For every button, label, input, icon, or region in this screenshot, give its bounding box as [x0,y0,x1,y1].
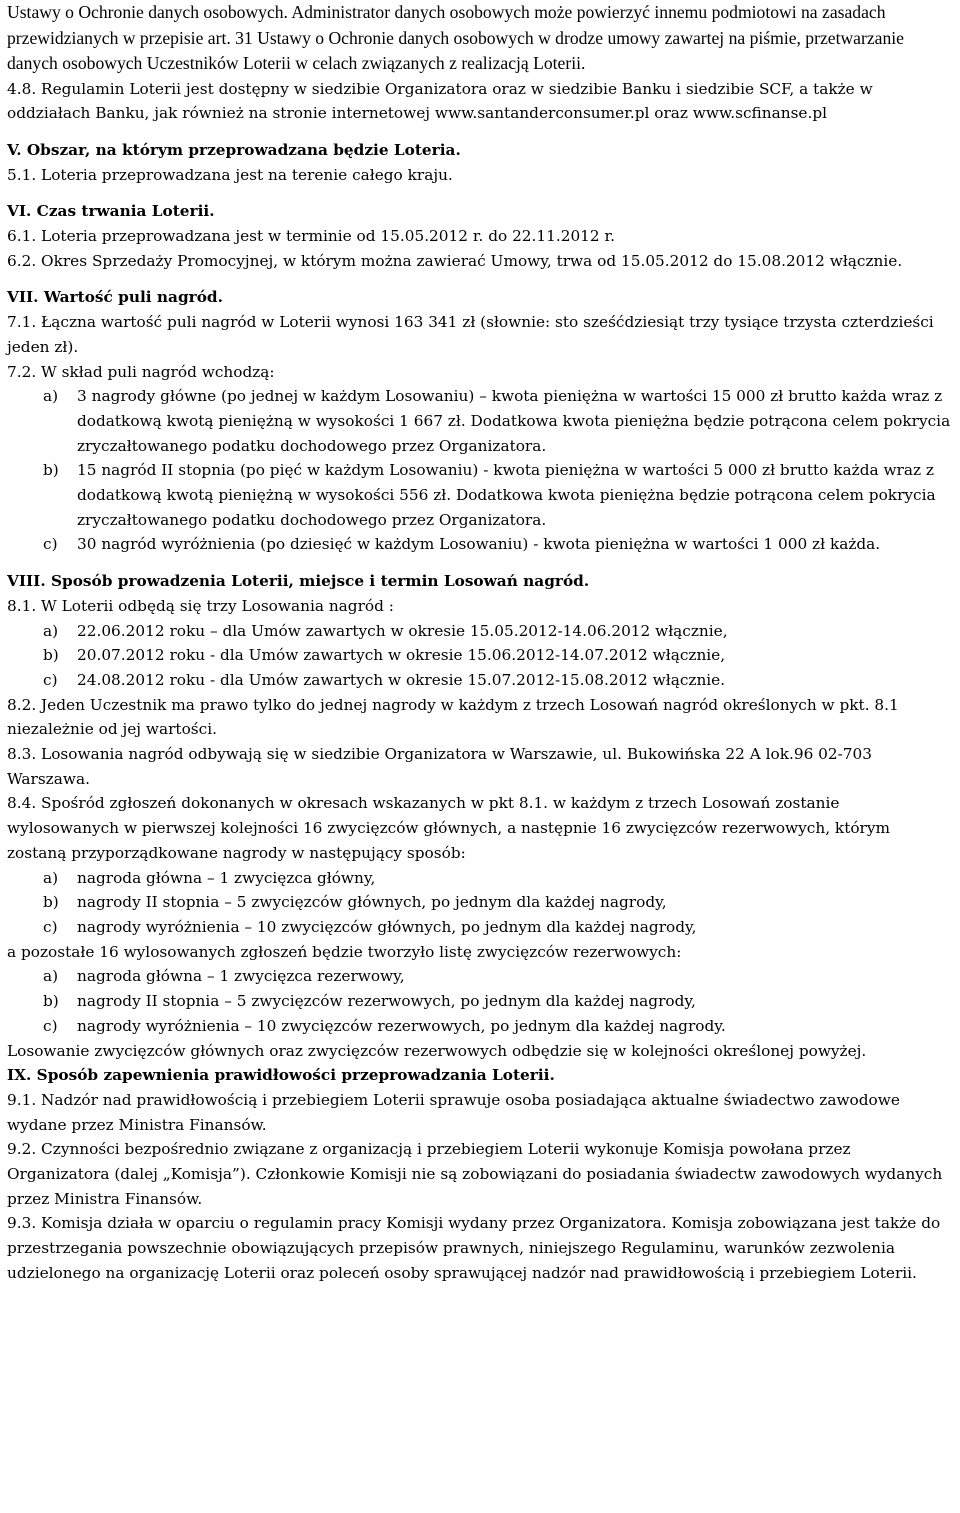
list-marker: b) [43,893,59,912]
list-item-text: 15 nagród II stopnia (po pięć w każdym Losowaniu) - kwota pieniężna w wartości 5 000 zł brutto każda wraz z dodatkową kwotą pieniężną w wysokości 556 zł. Dodatkowa kwota pieniężna będzie potrącona celem pokrycia zryczałtowanego podatku dochodowego przez Organizatora. [77,461,936,529]
section-6-heading: VI. Czas trwania Loterii. [7,202,215,221]
paragraph-8-2: 8.2. Jeden Uczestnik ma prawo tylko do jednej nagrody w każdym z trzech Losowań nagród określonych w pkt. 8.1 niezależnie od jej wartości. [7,695,899,739]
paragraph-5-1: 5.1. Loteria przeprowadzana jest na terenie całego kraju. [7,165,453,184]
list-item [7,989,954,1014]
paragraph-7-2: 7.2. W skład puli nagród wchodzą: [7,362,275,381]
list-item [7,643,954,668]
list-marker: c) [43,535,58,554]
list-item [7,915,954,940]
list-item-text: 22.06.2012 roku – dla Umów zawartych w okresie 15.05.2012-14.06.2012 włącznie, [77,621,728,640]
reserve-winners-list [7,964,954,1038]
list-item [7,532,954,557]
paragraph-6-2: 6.2. Okres Sprzedaży Promocyjnej, w którym można zawierać Umowy, trwa od 15.05.2012 do 15.08.2012 włącznie. [7,251,903,270]
paragraph-8-3: 8.3. Losowania nagród odbywają się w siedzibie Organizatora w Warszawie, ul. Bukowińska 22 A lok.96 02-703 Warszawa. [7,745,873,788]
list-marker: b) [43,646,59,665]
section-8-heading: VIII. Sposób prowadzenia Loterii, miejsce i termin Losowań nagród. [7,572,590,591]
list-item [7,964,954,989]
list-item-text: 20.07.2012 roku - dla Umów zawartych w okresie 15.06.2012-14.07.2012 włącznie, [77,646,726,665]
prize-pool-list [7,384,954,557]
list-item-text: nagrody II stopnia – 5 zwycięzców rezerwowych, po jednym dla każdej nagrody, [77,992,696,1011]
list-marker: b) [43,992,59,1011]
paragraph-9-1: 9.1. Nadzór nad prawidłowością i przebiegiem Loterii sprawuje osoba posiadająca aktualne świadectwo zawodowe wydane przez Ministra Finansów. [7,1090,900,1134]
section-9-heading: IX. Sposób zapewnienia prawidłowości przeprowadzania Loterii. [7,1066,555,1085]
paragraph-8-4: 8.4. Spośród zgłoszeń dokonanych w okresach wskazanych w pkt 8.1. w każdym z trzech Losowań zostanie wylosowanych w pierwszej kolejności 16 zwycięzców głównych, a następnie 16 zwycięzców rezerwowych, którym zostaną przyporządkowane nagrody w następujący sposób: [7,794,891,862]
list-item [7,619,954,644]
draw-dates-list [7,619,954,693]
main-winners-list [7,866,954,940]
list-marker: c) [43,1016,58,1035]
section-7-heading: VII. Wartość puli nagród. [7,288,223,307]
list-marker: a) [43,387,59,406]
list-item-text: nagroda główna – 1 zwycięzca główny, [77,868,376,887]
list-item [7,668,954,693]
list-marker: c) [43,918,58,936]
intro-paragraph: Ustawy o Ochronie danych osobowych. Administrator danych osobowych może powierzyć innemu podmiotowi na zasadach przewidzianych w przepisie art. 31 Ustawy o Ochronie danych osobowych w drodze umowy zawartej na piśmie, przetwarzanie danych osobowych Uczestników Loterii w celach związanych z realizacją Loterii. [7,2,904,73]
list-item-text: nagrody II stopnia – 5 zwycięzców głównych, po jednym dla każdej nagrody, [77,893,667,912]
list-marker: c) [43,670,58,689]
list-marker: a) [43,868,59,887]
list-item [7,1014,954,1039]
paragraph-reserve-intro: a pozostałe 16 wylosowanych zgłoszeń będzie tworzyło listę zwycięzców rezerwowych: [7,942,682,961]
list-item-text: nagroda główna – 1 zwycięzca rezerwowy, [77,967,405,986]
list-item [7,866,954,891]
paragraph-4-8: 4.8. Regulamin Loterii jest dostępny w siedzibie Organizatora oraz w siedzibie Banku i siedzibie SCF, a także w oddziałach Banku, jak również na stronie internetowej www.santanderconsumer.pl oraz www.scfinanse.pl [7,79,873,123]
paragraph-9-2: 9.2. Czynności bezpośrednio związane z organizacją i przebiegiem Loterii wykonuje Komisja powołana przez Organizatora (dalej „Komisja”). Członkowie Komisji nie są zobowiązani do posiadania świadectw zawodowych wydanych przez Ministra Finansów. [7,1140,943,1208]
list-item-text: 24.08.2012 roku - dla Umów zawartych w okresie 15.07.2012-15.08.2012 włącznie. [77,670,726,689]
section-5-heading: V. Obszar, na którym przeprowadzana będzie Loteria. [7,140,461,159]
paragraph-6-1: 6.1. Loteria przeprowadzana jest w terminie od 15.05.2012 r. do 22.11.2012 r. [7,227,616,246]
paragraph-7-1: 7.1. Łączna wartość puli nagród w Loterii wynosi 163 341 zł (słownie: sto sześćdziesiąt trzy tysiące trzysta czterdzieści jeden zł). [7,313,934,356]
list-item-text: 3 nagrody główne (po jednej w każdym Losowaniu) – kwota pieniężna w wartości 15 000 zł brutto każda wraz z dodatkową kwotą pieniężną w wysokości 1 667 zł. Dodatkowa kwota pieniężna będzie potrącona celem pokrycia zryczałtowanego podatku dochodowego przez Organizatora. [77,387,951,455]
paragraph-draw-order: Losowanie zwycięzców głównych oraz zwycięzców rezerwowych odbędzie się w kolejności określonej powyżej. [7,1041,867,1060]
list-item-text: nagrody wyróżnienia – 10 zwycięzców rezerwowych, po jednym dla każdej nagrody. [77,1016,726,1035]
list-item [7,890,954,915]
paragraph-8-1: 8.1. W Loterii odbędą się trzy Losowania nagród : [7,596,394,615]
list-marker: a) [43,621,59,640]
list-item-text: 30 nagród wyróżnienia (po dziesięć w każdym Losowaniu) - kwota pieniężna w wartości 1 000 zł każda. [77,535,881,554]
list-item-text: nagrody wyróżnienia – 10 zwycięzców głównych, po jednym dla każdej nagrody, [77,918,697,936]
list-marker: b) [43,461,59,480]
paragraph-9-3: 9.3. Komisja działa w oparciu o regulamin pracy Komisji wydany przez Organizatora. Komisja zobowiązana jest także do przestrzegania powszechnie obowiązujących przepisów prawnych, niniejszego Regulaminu, warunków zezwolenia udzielonego na organizację Loterii oraz poleceń osoby sprawującej nadzór nad prawidłowością i przebiegiem Loterii. [7,1214,941,1282]
list-item [7,384,954,458]
list-item [7,458,954,532]
list-marker: a) [43,967,59,986]
